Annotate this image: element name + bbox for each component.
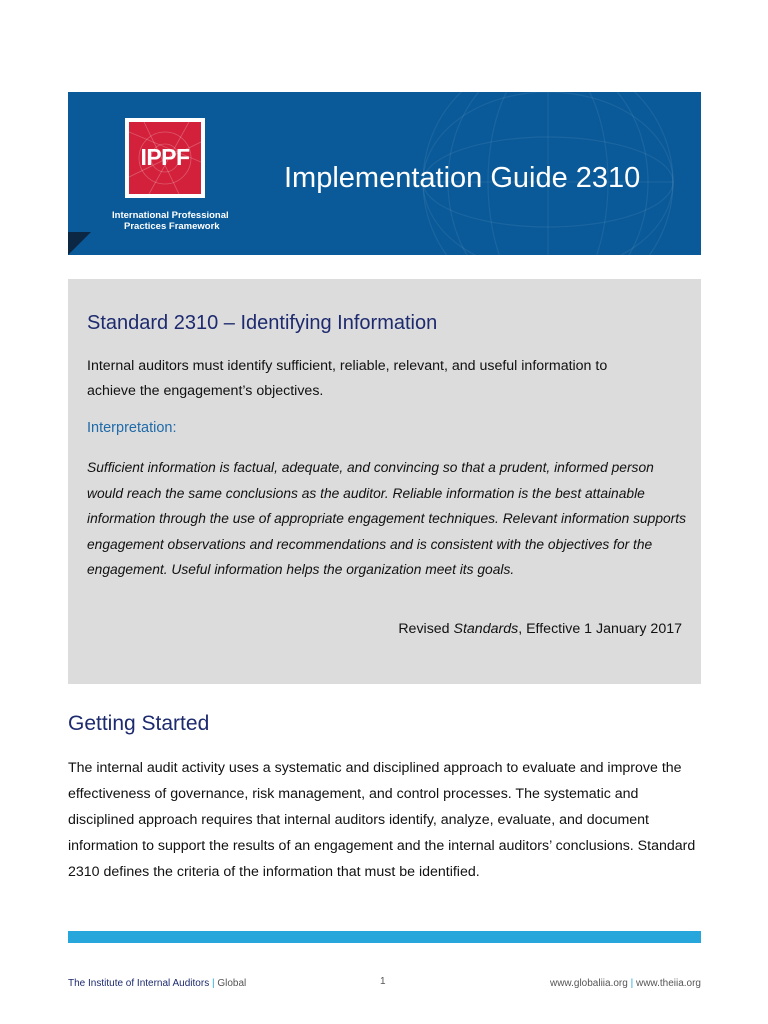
footer-organization: [68, 979, 246, 989]
standard-text-line-1: Internal auditors must identify sufficient, reliable, relevant, and useful information to: [87, 358, 608, 374]
logo-caption-line-2: Practices Framework: [124, 221, 220, 232]
footer-accent-bar: [68, 931, 701, 943]
banner-corner-fold: [68, 232, 91, 255]
interpretation-text: Sufficient information is factual, adequate, and convincing so that a prudent, informed person would reach the same conclusions as the auditor. Reliable information is the best attainable information through the use of appropriate engagement techniques. Relevant information supports engagement observations and recommendations and is consistent with the objectives for the engagement. Useful information helps the organization meet its goals.: [87, 460, 687, 577]
ippf-logo: [125, 118, 205, 198]
logo-text: IPPF: [140, 144, 190, 170]
revised-prefix: Revised: [398, 621, 454, 637]
getting-started-heading: Getting Started: [68, 712, 210, 735]
standard-title: Standard 2310 – Identifying Information: [87, 312, 438, 334]
page-number: 1: [380, 976, 386, 987]
standard-text-line-2: achieve the engagement’s objectives.: [87, 383, 324, 399]
footer-scope: Global: [217, 978, 247, 989]
standard-box: [68, 279, 701, 684]
footer-links: [550, 979, 701, 989]
header-banner: [68, 92, 701, 255]
footer-org-name: The Institute of Internal Auditors: [68, 978, 210, 989]
document-title: Implementation Guide 2310: [284, 162, 641, 194]
logo-caption: [112, 210, 252, 232]
getting-started-text: The internal audit activity uses a systematic and disciplined approach to evaluate and improve the effectiveness of governance, risk management, and control processes. The systematic and disciplined approach requires that internal auditors identify, analyze, evaluate, and document information to support the results of an engagement and the internal auditors’ conclusions. Standard 2310 defines the criteria of the information that must be identified.: [68, 760, 696, 880]
revised-note: [398, 622, 682, 636]
standard-text: [87, 354, 677, 404]
logo-caption-line-1: International Professional: [112, 210, 229, 221]
interpretation-label: Interpretation:: [87, 420, 177, 436]
revised-suffix: , Effective 1 January 2017: [518, 621, 682, 637]
ippf-logo-mark: [129, 122, 201, 194]
footer-link-separator: |: [627, 978, 636, 989]
footer-link-theiia[interactable]: www.theiia.org: [635, 978, 701, 989]
footer-separator: |: [209, 978, 218, 989]
footer-link-globaliia[interactable]: www.globaliia.org: [549, 978, 628, 989]
revised-standards: Standards: [453, 621, 519, 637]
